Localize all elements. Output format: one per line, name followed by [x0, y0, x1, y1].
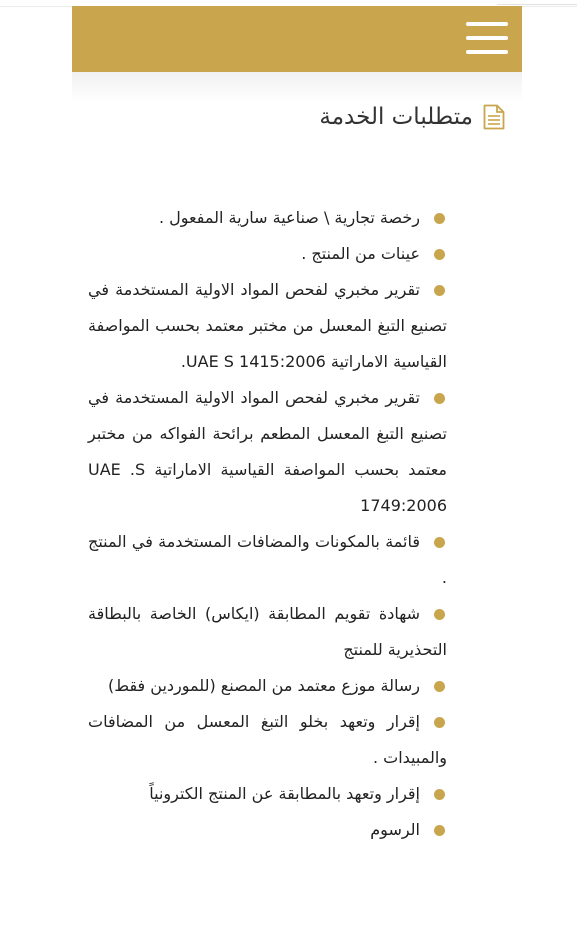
list-item-text: رخصة تجارية \ صناعية سارية المفعول . — [158, 208, 420, 227]
list-item-text: تقرير مخبري لفحص المواد الاولية المستخدمة في تصنيع التبغ المعسل من مختبر معتمد بحسب المواصفة القياسية الاماراتية UAE S 1415:2006. — [88, 280, 447, 371]
bullet-icon — [434, 393, 445, 404]
bullet-icon — [434, 537, 445, 548]
list-item-text: تقرير مخبري لفحص المواد الاولية المستخدمة في تصنيع التبغ المعسل المطعم برائحة الفواكه من مختبر معتمد بحسب المواصفة القياسية الاماراتية UAE .S 1749:2006 — [88, 388, 447, 515]
list-item-text: إقرار وتعهد بخلو التبغ المعسل من المضافات والمبيدات . — [88, 712, 447, 767]
section-heading — [319, 100, 505, 134]
list-item — [88, 524, 447, 596]
page-title: متطلبات الخدمة — [319, 104, 473, 130]
bullet-icon — [434, 609, 445, 620]
list-item — [88, 704, 447, 776]
menu-line — [466, 22, 508, 26]
list-item — [88, 236, 447, 272]
document-icon — [483, 104, 505, 130]
bullet-icon — [434, 717, 445, 728]
hamburger-menu-icon[interactable] — [466, 22, 508, 54]
list-item-text: قائمة بالمكونات والمضافات المستخدمة في المنتج . — [88, 532, 447, 587]
header-bar — [72, 6, 522, 72]
top-divider — [497, 4, 577, 5]
list-item — [88, 812, 447, 848]
menu-line — [466, 36, 508, 40]
requirements-list — [88, 200, 447, 848]
bullet-icon — [434, 285, 445, 296]
list-item — [88, 668, 447, 704]
list-item — [88, 380, 447, 524]
list-item-text: رسالة موزع معتمد من المصنع (للموردين فقط) — [108, 676, 420, 695]
header-shadow — [72, 72, 522, 102]
list-item-text: إقرار وتعهد بالمطابقة عن المنتج الكترونياً — [149, 784, 420, 803]
list-item — [88, 200, 447, 236]
bullet-icon — [434, 213, 445, 224]
list-item — [88, 776, 447, 812]
menu-line — [466, 50, 508, 54]
bullet-icon — [434, 681, 445, 692]
bullet-icon — [434, 249, 445, 260]
list-item — [88, 596, 447, 668]
list-item — [88, 272, 447, 380]
list-item-text: شهادة تقويم المطابقة (ايكاس) الخاصة بالبطاقة التحذيرية للمنتج — [88, 604, 447, 659]
bullet-icon — [434, 825, 445, 836]
list-item-text: عينات من المنتج . — [301, 244, 420, 263]
bullet-icon — [434, 789, 445, 800]
list-item-text: الرسوم — [370, 820, 420, 839]
